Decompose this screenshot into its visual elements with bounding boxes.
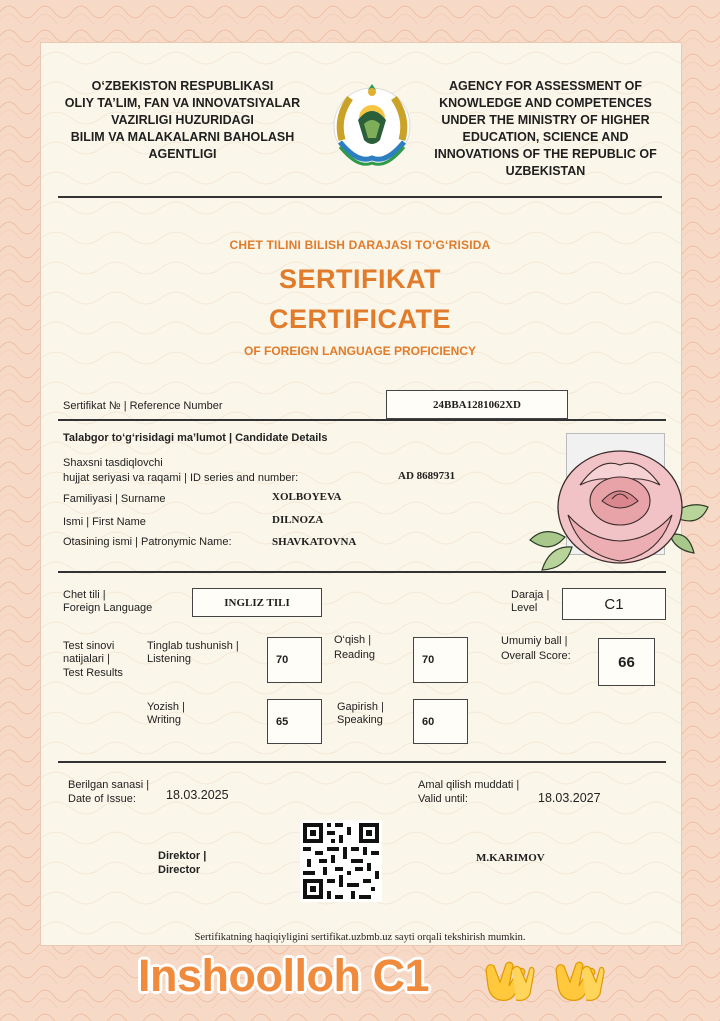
issue-date: 18.03.2025 bbox=[166, 788, 229, 802]
header-left-line: AGENTLIGI bbox=[148, 147, 217, 161]
speaking-label-line1: Gapirish | bbox=[337, 701, 384, 713]
level-value: C1 bbox=[562, 588, 666, 620]
overall-label-line1: Umumiy ball | bbox=[501, 635, 568, 647]
header-right-en bbox=[418, 78, 673, 180]
palms-up-together-emoji bbox=[482, 956, 536, 1006]
first-name-label: Ismi | First Name bbox=[63, 516, 146, 528]
header-divider bbox=[58, 196, 662, 198]
reading-score: 70 bbox=[413, 637, 468, 683]
reading-label-line2: Reading bbox=[334, 649, 375, 661]
speaking-label-line2: Speaking bbox=[337, 714, 383, 726]
surname-label: Familiyasi | Surname bbox=[63, 493, 166, 505]
state-emblem-icon bbox=[328, 80, 416, 170]
valid-label-line1: Amal qilish muddati | bbox=[418, 779, 520, 791]
valid-label-line2: Valid until: bbox=[418, 793, 468, 805]
reference-label: Sertifikat № | Reference Number bbox=[63, 400, 223, 412]
language-label-line2: Foreign Language bbox=[63, 602, 153, 614]
level-label-line1: Daraja | bbox=[511, 589, 550, 601]
language-value: INGLIZ TILI bbox=[192, 588, 322, 617]
subtitle-top: CHET TILINI BILISH DARAJASI TO‘G‘RISIDA bbox=[229, 238, 491, 252]
director-label-line1: Direktor | bbox=[158, 850, 207, 862]
subtitle-bottom: OF FOREIGN LANGUAGE PROFICIENCY bbox=[243, 344, 476, 358]
patronymic-label: Otasining ismi | Patronymic Name: bbox=[63, 536, 232, 548]
id-label-line1: Shaxsni tasdiqlovchi bbox=[63, 457, 163, 469]
title-sertifikat: SERTIFIKAT bbox=[279, 264, 441, 294]
surname-value: XOLBOYEVA bbox=[272, 491, 342, 503]
header-left-line: VAZIRLIGI HUZURIDAGI bbox=[111, 113, 254, 127]
header-right-line: UNDER THE MINISTRY OF HIGHER bbox=[441, 113, 650, 127]
writing-score: 65 bbox=[267, 699, 322, 744]
issue-label-line2: Date of Issue: bbox=[68, 793, 136, 805]
header-left-line: OLIY TA’LIM, FAN VA INNOVATSIYALAR bbox=[64, 96, 301, 110]
language-label-line1: Chet tili | bbox=[63, 589, 106, 601]
writing-label-line2: Writing bbox=[147, 714, 182, 726]
reference-divider bbox=[58, 419, 666, 421]
reading-label-line1: O‘qish | bbox=[334, 634, 372, 646]
candidate-heading: Talabgor to‘g‘risidagi ma’lumot | Candidate Details bbox=[63, 432, 328, 444]
speaking-score: 60 bbox=[413, 699, 468, 744]
patronymic-value: SHAVKATOVNA bbox=[272, 536, 357, 548]
overall-score: 66 bbox=[598, 638, 655, 686]
director-label-line2: Director bbox=[158, 864, 201, 876]
results-divider bbox=[58, 761, 666, 763]
issue-label-line1: Berilgan sanasi | bbox=[68, 779, 150, 791]
header-right-line: UZBEKISTAN bbox=[505, 164, 586, 178]
listening-label-line1: Tinglab tushunish | bbox=[147, 640, 239, 652]
id-value: AD 8689731 bbox=[398, 470, 456, 482]
palms-up-together-emoji bbox=[552, 956, 606, 1006]
header-right-line: KNOWLEDGE AND COMPETENCES bbox=[439, 96, 652, 110]
results-label-line2: natijalari | bbox=[63, 653, 110, 665]
verification-note: Sertifikatning haqiqiyligini sertifikat.uzbmb.uz sayti orqali tekshirish mumkin. bbox=[194, 932, 526, 943]
listening-score: 70 bbox=[267, 637, 322, 683]
header-left-line: O‘ZBEKISTON RESPUBLIKASI bbox=[91, 79, 274, 93]
first-name-value: DILNOZA bbox=[272, 514, 324, 526]
results-label-line1: Test sinovi bbox=[63, 640, 115, 652]
valid-date: 18.03.2027 bbox=[538, 791, 601, 805]
header-right-line: EDUCATION, SCIENCE AND bbox=[462, 130, 629, 144]
director-name: M.KARIMOV bbox=[476, 852, 545, 864]
reference-number: 24BBA1281062XD bbox=[386, 390, 568, 419]
header-right-line: INNOVATIONS OF THE REPUBLIC OF bbox=[434, 147, 657, 161]
header-left-line: BILIM VA MALAKALARNI BAHOLASH bbox=[70, 130, 295, 144]
overall-label-line2: Overall Score: bbox=[501, 650, 571, 662]
header-right-line: AGENCY FOR ASSESSMENT OF bbox=[448, 79, 643, 93]
id-label-line2: hujjat seriyasi va raqami | ID series and number: bbox=[63, 472, 299, 484]
overlay-caption: Inshoolloh C1 bbox=[138, 950, 429, 1001]
qr-code-icon bbox=[300, 820, 382, 902]
results-label-line3: Test Results bbox=[63, 667, 123, 679]
level-label-line2: Level bbox=[511, 602, 538, 614]
listening-label-line2: Listening bbox=[147, 653, 192, 665]
writing-label-line1: Yozish | bbox=[147, 701, 185, 713]
candidate-divider bbox=[58, 571, 666, 573]
rose-sticker bbox=[520, 445, 715, 585]
header-left-uz bbox=[50, 78, 315, 163]
title-certificate: CERTIFICATE bbox=[269, 304, 451, 334]
